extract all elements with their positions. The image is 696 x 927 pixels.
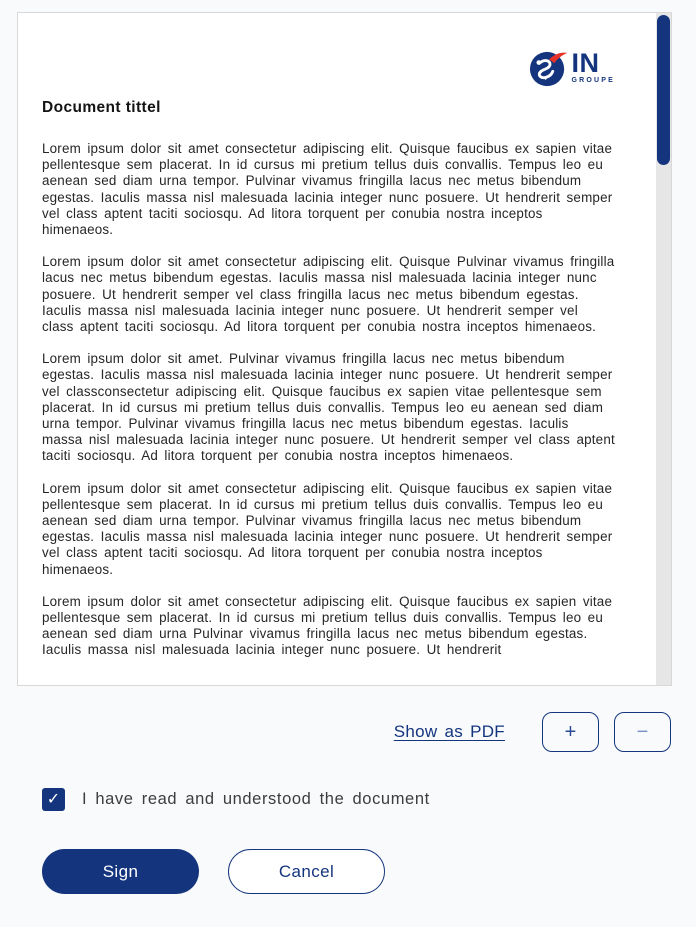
document-content (18, 13, 671, 659)
document-controls (394, 712, 671, 752)
brand-logo (529, 50, 615, 93)
consent-label: I have read and understood the document (82, 790, 430, 808)
zoom-in-button[interactable] (542, 712, 599, 752)
document-paragraph: Lorem ipsum dolor sit amet. Pulvinar vivamus fringilla lacus nec metus bibendum egestas. Iaculis massa nisl malesuada lacinia integer nunc posuere. Ut hendrerit semper vel classconsectetur adipiscing elit. Quisque faucibus ex sapien vitae pellentesque sem placerat. In id cursus mi pretium tellus duis convallis. Tempus leo eu aenean sed diam urna tempor. Pulvinar vivamus fringilla lacus nec metus bibendum egestas. Iaculis massa nisl malesuada lacinia integer nunc posuere. Ut hendrerit semper vel class aptent taciti sociosqu. Ad litora torquent per conubia nostra inceptos himenaeos. (42, 351, 615, 464)
consent-checkbox[interactable] (42, 788, 65, 811)
plus-icon: + (564, 721, 577, 743)
document-paragraph: Lorem ipsum dolor sit amet consectetur adipiscing elit. Quisque Pulvinar vivamus fringilla lacus nec metus bibendum egestas. Iaculis massa nisl malesuada lacinia integer nunc posuere. Ut hendrerit semper vel class fringilla lacus nec metus bibendum egestas. Iaculis massa nisl malesuada lacinia integer nunc posuere. Ut hendrerit semper vel class aptent taciti sociosqu. Ad litora torquent per conubia nostra inceptos himenaeos. (42, 254, 615, 335)
document-paragraph: Lorem ipsum dolor sit amet consectetur adipiscing elit. Quisque faucibus ex sapien vitae pellentesque sem placerat. In id cursus mi pretium tellus duis convallis. Tempus leo eu aenean sed diam urna tempor. Pulvinar vivamus fringilla lacus nec metus bibendum egestas. Iaculis massa nisl malesuada lacinia integer nunc posuere. Ut hendrerit semper vel class aptent taciti sociosqu. Ad litora torquent per conubia nostra inceptos himenaeos. (42, 480, 613, 577)
brand-text (571, 50, 615, 84)
salamander-emblem-icon (529, 50, 567, 93)
document-panel (17, 12, 672, 686)
document-scrollbar[interactable] (656, 13, 671, 685)
brand-name: IN (571, 48, 600, 78)
minus-icon: − (636, 721, 649, 743)
show-as-pdf-link[interactable]: Show as PDF (393, 722, 505, 741)
scrollbar-thumb[interactable] (657, 15, 670, 165)
zoom-out-button[interactable] (614, 712, 671, 752)
document-title: Document tittel (42, 99, 161, 116)
sign-button[interactable]: Sign (42, 849, 199, 894)
consent-row[interactable] (42, 788, 430, 811)
cancel-button[interactable]: Cancel (228, 849, 385, 894)
document-paragraph: Lorem ipsum dolor sit amet consectetur adipiscing elit. Quisque faucibus ex sapien vitae pellentesque sem placerat. In id cursus mi pretium tellus duis convallis. Tempus leo eu aenean sed diam urna tempor. Pulvinar vivamus fringilla lacus nec metus bibendum egestas. Iaculis massa nisl malesuada lacinia integer nunc posuere. Ut hendrerit semper vel class aptent taciti sociosqu. Ad litora torquent per conubia nostra inceptos himenaeos. (42, 141, 613, 238)
brand-subname: GROUPE (571, 76, 615, 84)
document-paragraph: Lorem ipsum dolor sit amet consectetur adipiscing elit. Quisque faucibus ex sapien vitae pellentesque sem placerat. In id cursus mi pretium tellus duis convallis. Tempus leo eu aenean sed diam urna Pulvinar vivamus fringilla lacus nec metus bibendum egestas. Iaculis massa nisl malesuada lacinia integer nunc posuere. Ut hendrerit (42, 593, 613, 658)
actions-row (42, 849, 385, 894)
logo-row (42, 50, 615, 88)
check-icon: ✓ (46, 790, 61, 808)
